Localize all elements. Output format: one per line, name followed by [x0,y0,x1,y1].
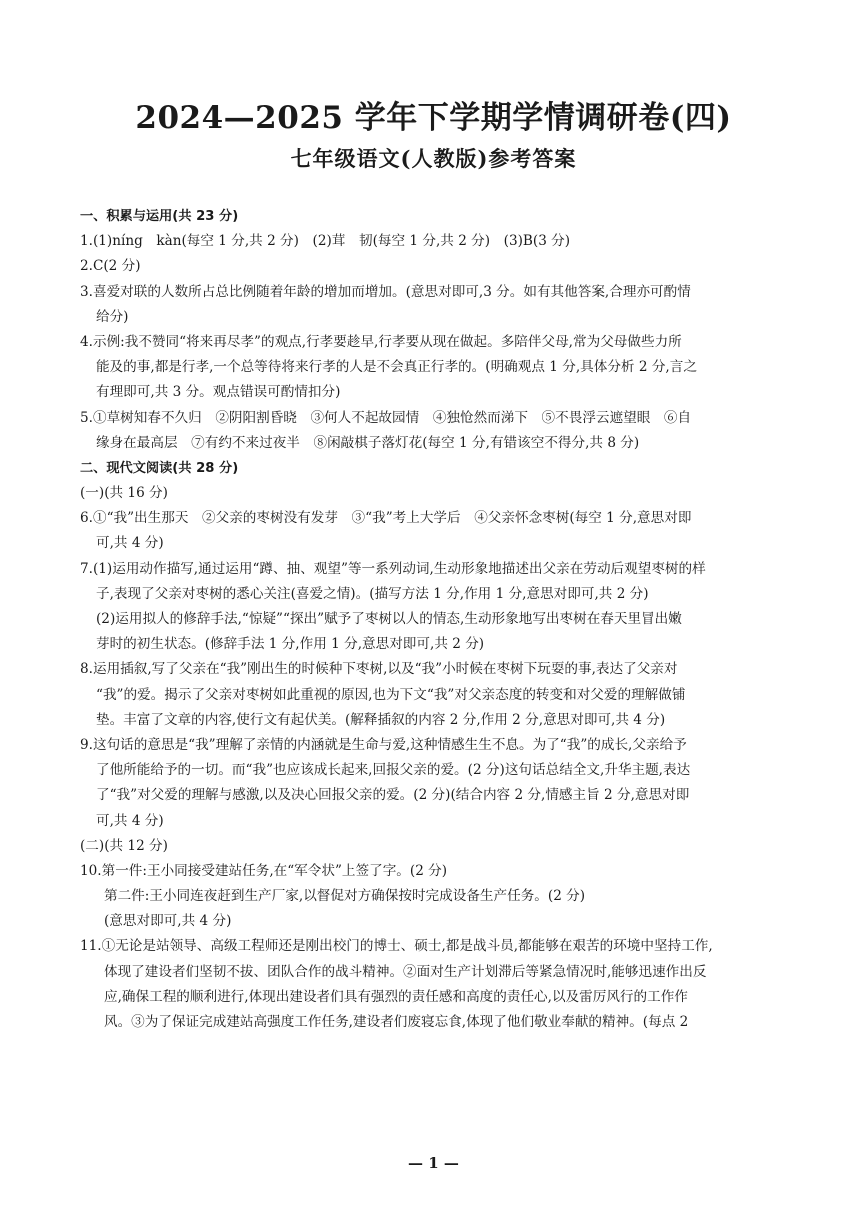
answer-content [80,204,792,1035]
answer-line: (意思对即可,共 4 分) [104,913,232,930]
answer-line: 9.这句话的意思是“我”理解了亲情的内涵就是生命与爱,这种情感生生不息。为了“我”的成长,父亲给予 [80,736,687,753]
answer-line: 子,表现了父亲对枣树的悉心关注(喜爱之情)。(描写方法 1 分,作用 1 分,意思对即可,共 2 分) [96,585,649,602]
subsection-heading: (一)(共 16 分) [80,485,168,502]
answer-line: 2.C(2 分) [80,258,141,275]
answer-line: 10.第一件:王小同接受建站任务,在“军令状”上签了字。(2 分) [80,862,448,879]
answer-line: “我”的爱。揭示了父亲对枣树如此重视的原因,也为下文“我”对父亲态度的转变和对父爱的理解做铺 [96,686,686,703]
answer-line: 6.①“我”出生那天 ②父亲的枣树没有发芽 ③“我”考上大学后 ④父亲怀念枣树(每空 1 分,意思对即 [80,510,692,527]
subsection-heading: (二)(共 12 分) [80,837,168,854]
page-number: — 1 — [408,1154,459,1172]
answer-line: 能及的事,都是行孝,一个总等待将来行孝的人是不会真正行孝的。(明确观点 1 分,具体分析 2 分,言之 [96,359,697,376]
answer-line: 缘身在最高层 ⑦有约不来过夜半 ⑧闲敲棋子落灯花(每空 1 分,有错该空不得分,共 8 分) [96,434,640,451]
answer-line: 可,共 4 分) [96,812,164,829]
answer-line: 可,共 4 分) [96,535,164,552]
answer-line: 给分) [96,308,129,325]
answer-line: 4.示例:我不赞同“将来再尽孝”的观点,行孝要趁早,行孝要从现在做起。多陪伴父母,常为父母做些力所 [80,333,682,350]
section-heading-reading: 二、现代文阅读(共 28 分) [80,460,239,476]
answer-line: 体现了建设者们坚韧不拔、团队合作的战斗精神。②面对生产计划滞后等紧急情况时,能够迅速作出反 [104,963,707,980]
answer-line: 1.(1)níng kàn(每空 1 分,共 2 分) (2)茸 韧(每空 1 分,共 2 分) (3)B(3 分) [80,233,571,250]
answer-line: 8.运用插叙,写了父亲在“我”刚出生的时候种下枣树,以及“我”小时候在枣树下玩耍的事,表达了父亲对 [80,661,678,678]
answer-line: 7.(1)运用动作描写,通过运用“蹲、抽、观望”等一系列动词,生动形象地描述出父亲在劳动后观望枣树的样 [80,560,706,577]
answer-line: 芽时的初生状态。(修辞手法 1 分,作用 1 分,意思对即可,共 2 分) [96,636,485,653]
answer-line: 风。③为了保证完成建站高强度工作任务,建设者们废寝忘食,体现了他们敬业奉献的精神。(每点 2 [104,1014,689,1030]
answer-line: 有理即可,共 3 分。观点错误可酌情扣分) [96,384,341,401]
answer-line: 第二件:王小同连夜赶到生产厂家,以督促对方确保按时完成设备生产任务。(2 分) [104,888,586,905]
section-heading-accumulation: 一、积累与运用(共 23 分) [80,209,239,224]
answer-line: 3.喜爱对联的人数所占总比例随着年龄的增加而增加。(意思对即可,3 分。如有其他答案,合理亦可酌情 [80,283,691,300]
answer-line: 了他所能给予的一切。而“我”也应该成长起来,回报父亲的爱。(2 分)这句话总结全文,升华主题,表达 [96,762,691,779]
document-title: 2024—2025 学年下学期学情调研卷(四) [135,100,732,136]
answer-line: 5.①草树知春不久归 ②阴阳割昏晓 ③何人不起故园情 ④独怆然而涕下 ⑤不畏浮云遮望眼 ⑥自 [80,409,692,426]
document-subtitle: 七年级语文(人教版)参考答案 [290,146,577,171]
answer-line: 应,确保工程的顺利进行,体现出建设者们具有强烈的责任感和高度的责任心,以及雷厉风行的工作作 [104,988,688,1005]
answer-line: 11.①无论是站领导、高级工程师还是刚出校门的博士、硕士,都是战斗员,都能够在艰苦的环境中坚持工作, [80,938,713,955]
answer-line: 垫。丰富了文章的内容,使行文有起伏美。(解释插叙的内容 2 分,作用 2 分,意思对即可,共 4 分) [96,711,666,728]
answer-line: (2)运用拟人的修辞手法,“惊疑”“探出”赋予了枣树以人的情态,生动形象地写出枣树在春天里冒出嫩 [96,611,682,627]
answer-line: 了“我”对父爱的理解与感激,以及决心回报父亲的爱。(2 分)(结合内容 2 分,情感主旨 2 分,意思对即 [96,787,690,804]
